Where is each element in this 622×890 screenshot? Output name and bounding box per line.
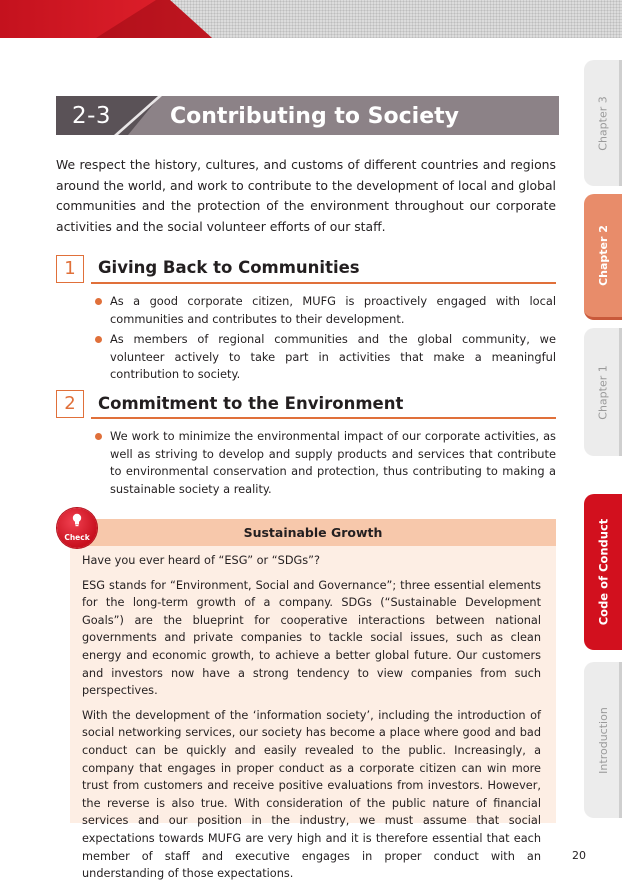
- subsection-rule-1: [91, 282, 556, 284]
- subsection-title-1: Giving Back to Communities: [98, 258, 360, 277]
- check-callout-body: [82, 552, 541, 890]
- subsection-1-bullets: [94, 293, 556, 387]
- page-number: 20: [572, 849, 586, 862]
- subsection-title-2: Commitment to the Environment: [98, 394, 404, 413]
- check-paragraph: ESG stands for “Environment, Social and Governance”; three essential elements for the long-term growth of a company. SDGs (“Sustainable Development Goals”) are the blueprint for cooperative interactions between national governments and private companies to tackle social issues, such as clean energy and economic growth, to achieve a better global future. Our customers and investors now have a strong tendency to view companies from such perspectives.: [82, 578, 541, 698]
- subsection-number-2: 2: [56, 390, 84, 418]
- tab-chapter-2[interactable]: Chapter 2: [584, 194, 622, 320]
- subsection-rule-2: [91, 417, 556, 419]
- check-paragraph: Have you ever heard of “ESG” or “SDGs”?: [82, 554, 321, 567]
- check-paragraph: With the development of the ‘information society’, including the introduction of social networking services, our society has become a place where good and bad conduct can be quickly and easily revealed to the public. Increasingly, a company that engages in proper conduct as a corporate citizen can win more trust from customers and receive positive evaluations from investors. However, the reverse is also true. With consideration of the public nature of financial services and our position in the industry, we must assume that social expectations towards MUFG are very high and it is therefore essential that each member of staff and executive engages in proper conduct with an understanding of those expectations.: [82, 708, 541, 881]
- list-item: As a good corporate citizen, MUFG is proactively engaged with local communities and contributes to their development.: [94, 293, 556, 328]
- bullet-dot-icon: [95, 336, 102, 343]
- check-badge-label: Check: [64, 533, 90, 542]
- tab-chapter-1[interactable]: Chapter 1: [584, 328, 622, 456]
- lightbulb-icon: [71, 513, 83, 527]
- list-item: We work to minimize the environmental impact of our corporate activities, as well as striving to develop and supply products and services that contribute to environmental conservation and protection, thus contributing to making a sustainable society a reality.: [94, 428, 556, 498]
- list-item: As members of regional communities and the global community, we volunteer actively to take part in activities that make a meaningful contribution to society.: [94, 331, 556, 384]
- bullet-dot-icon: [95, 298, 102, 305]
- subsection-number-1: 1: [56, 255, 84, 283]
- bullet-dot-icon: [95, 433, 102, 440]
- tab-introduction[interactable]: Introduction: [584, 662, 622, 818]
- intro-paragraph: We respect the history, cultures, and customs of different countries and regions around the world, and work to contribute to the development of local and global communities and the protection of the environment throughout our corporate activities and the social volunteer efforts of our staff.: [56, 157, 556, 234]
- check-callout-title: Sustainable Growth: [243, 525, 383, 540]
- tab-chapter-3[interactable]: Chapter 3: [584, 60, 622, 186]
- page-title: Contributing to Society: [170, 104, 459, 129]
- subsection-2-bullets: [94, 428, 556, 501]
- tab-code-of-conduct[interactable]: Code of Conduct: [584, 494, 622, 650]
- section-number: 2-3: [72, 103, 112, 129]
